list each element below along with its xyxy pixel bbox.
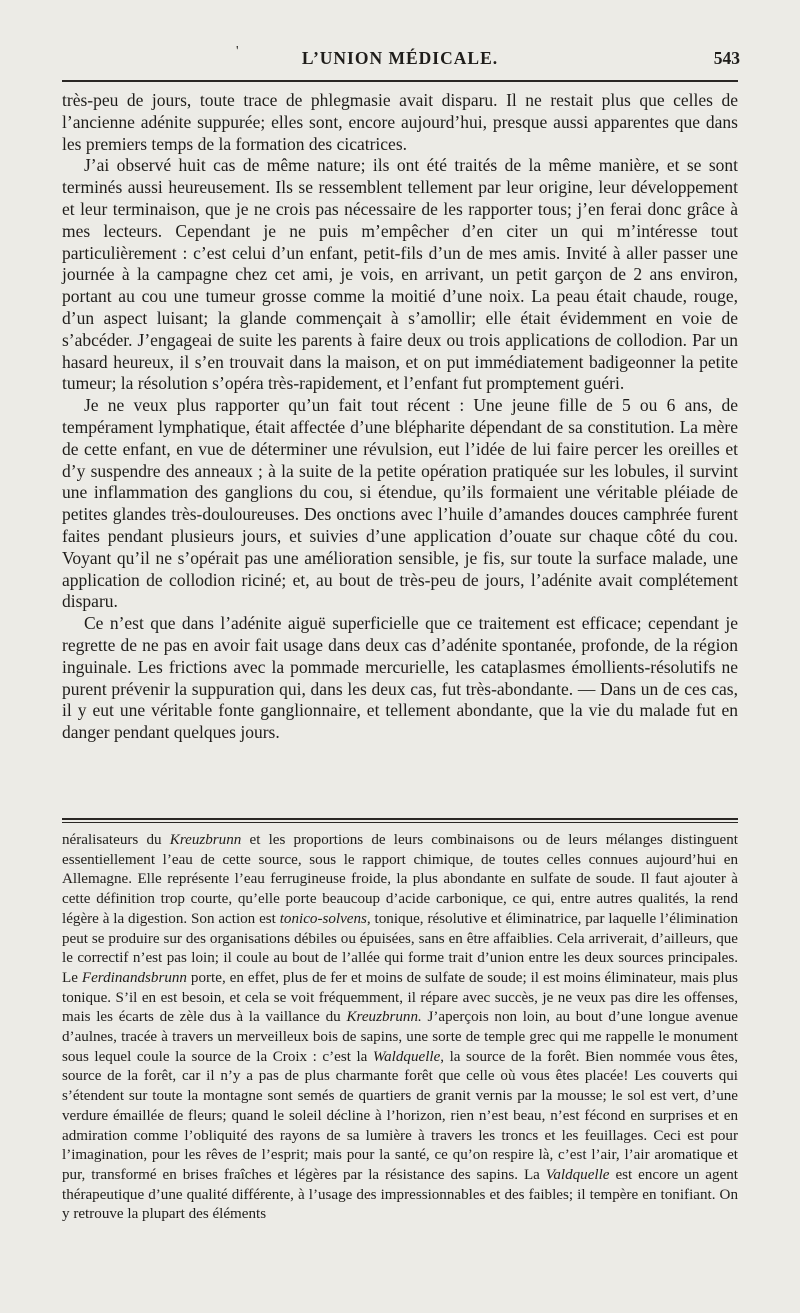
italic-ferdinandsbrunn: Ferdinandsbrunn: [81, 969, 187, 986]
running-header: [60, 44, 740, 74]
footnote-text: [62, 831, 738, 1225]
paragraph-4: Ce n’est que dans l’adénite aiguë superficielle que ce traitement est efficace; cependant je regrette de ne pas en avoir fait usage dans deux cas d’adénite spontanée, profonde, de la région inguinale. Les frictions avec la pommade mercurielle, les cataplasmes émollients-résolutifs ne purent prévenir la suppuration qui, dans les deux cas, fut très-abondante. — Dans un de ces cas, il y eut une véritable fonte ganglionnaire, et tellement abondante, que la vie du malade fut en danger pendant quelques jours.: [62, 613, 738, 743]
italic-kreuzbrunn: Kreuzbrunn: [169, 832, 242, 848]
italic-tonico-solvens: tonico-solvens: [279, 910, 367, 927]
paragraph-1: très-peu de jours, toute trace de phlegmasie avait disparu. Il ne restait plus que celles de l’ancienne adénite suppurée; elles sont, encore aujourd’hui, presque aussi apparentes que dans les premiers temps de la formation des cicatrices.: [62, 90, 738, 154]
paragraph-2: J’ai observé huit cas de même nature; ils ont été traités de la même manière, et se sont terminés aussi heureusement. Ils se ressemblent tellement par leur origine, leur développement et leur terminaison, que je ne crois pas nécessaire de les rapporter tous; j’en ferai donc grâce à mes lecteurs. Cependant je ne puis m’empêcher d’en citer un qui m’intéresse tout particulièrement : c’est celui d’un enfant, petit-fils d’un de mes amis. Invité à aller passer une journée à la campagne chez cet ami, je vois, en arrivant, un petit garçon de 2 ans environ, portant au cou une tumeur grosse comme la moitié d’une noix. La peau était chaude, rouge, d’un aspect luisant; la glande commençait à s’amollir; elle était évidemment en voie de s’abcéder. J’engageai de suite les parents à faire deux ou trois applications de collodion. Par un hasard heureux, il s’en trouvait dans la maison, et on put immédiatement badigeonner la petite tumeur; la résolution s’opéra très-rapidement, et l’enfant fut promptement guéri.: [62, 155, 738, 394]
footnote-paragraph: néralisateurs du Kreuzbrunn et les proportions de leurs combinaisons ou de leurs mélanges distinguent essentiellement l’eau de cette source, sous le rapport chimique, de toutes celles connues aujourd’hui en Allemagne. Elle représente l’eau ferrugineuse froide, la plus abondante en sulfate de soude. Il faut ajouter à cette définition trop courte, qu’elle porte beaucoup d’acide carbonique, ce qui, entre autres qualités, la rend légère à la digestion. Son action est tonico-solvens, tonique, résolutive et éliminatrice, par laquelle l’élimination peut se produire sur des organisations débiles ou épuisées, sans en être affaiblies. Cela arriverait, d’ailleurs, que le correctif n’est pas loin; il coule au bout de l’allée qui forme trait d’union entre les deux sources principales. Le Ferdinandsbrunn porte, en effet, plus de fer et moins de sulfate de soude; il est moins éliminateur, mais plus tonique. S’il en est besoin, et cela se voit fréquemment, il répare avec succès, je ne veux pas dire les offenses, mais les écarts de zèle dus à la vaillance du Kreuzbrunn. J’aperçois non loin, au bout d’une longue avenue d’aulnes, tracée à travers un merveilleux bois de sapins, une sorte de temple grec qui me rappelle le monument sous lequel coule la source de la Croix : c’est la Waldquelle, la source de la forêt. Bien nommée vous êtes, source de la forêt, car il n’y a pas de plus charmante forêt que celle où vous êtes placée! Les couverts qui s’étendent sur toute la montagne sont semés de quartiers de granit vernis par la mousse; le sol est vert, d’une verdure émaillée de fleurs; quand le soleil décline à l’horizon, rien n’est beau, n’est fécond en surprises et en admiration comme l’obliquité des rayons de sa lumière à travers les troncs et les feuillages. Ceci est pour l’imagination, pour les rêves de l’esprit; mais pour la santé, ce qu’on respire là, c’est l’air, l’air aromatique et pur, transformé en brises fraîches et légères par la résistance des sapins. La Valdquelle est encore un agent thérapeutique d’une qualité différente, à l’usage des impressionnables et des faibles; il tempère en tonifiant. On y retrouve la plupart des éléments: [62, 832, 739, 1223]
italic-kreuzbrunn-2: Kreuzbrunn.: [346, 1009, 422, 1026]
paragraph-3: Je ne veux plus rapporter qu’un fait tout récent : Une jeune fille de 5 ou 6 ans, de tempérament lymphatique, était affectée d’une blépharite dépendant de sa constitution. La mère de cette enfant, en vue de déterminer une révulsion, eut l’idée de lui faire percer les oreilles et d’y suspendre des anneaux ; à la suite de la petite opération pratiquée sur les lobules, il survint une inflammation des ganglions du cou, si étendue, qu’ils formaient une véritable pléiade de petites glandes très-douloureuses. Des onctions avec l’huile d’amandes douces camphrée furent faites pendant plusieurs jours, et suivies d’une application d’ouate sur chaque côté du cou. Voyant qu’il ne s’opérait pas une amélioration sensible, je fis, sur toute la surface malade, une application de collodion riciné; et, au bout de très-peu de jours, l’adénite avait complétement disparu.: [62, 395, 738, 612]
main-text: [62, 90, 738, 744]
italic-valdquelle: Valdquelle: [545, 1166, 610, 1183]
header-mark: ': [236, 44, 239, 59]
italic-waldquelle: Waldquelle: [372, 1048, 441, 1065]
journal-title: L’UNION MÉDICALE.: [301, 48, 499, 68]
page-number: 543: [713, 48, 740, 68]
header-rule: [62, 80, 738, 82]
footnote-divider: [62, 818, 738, 823]
